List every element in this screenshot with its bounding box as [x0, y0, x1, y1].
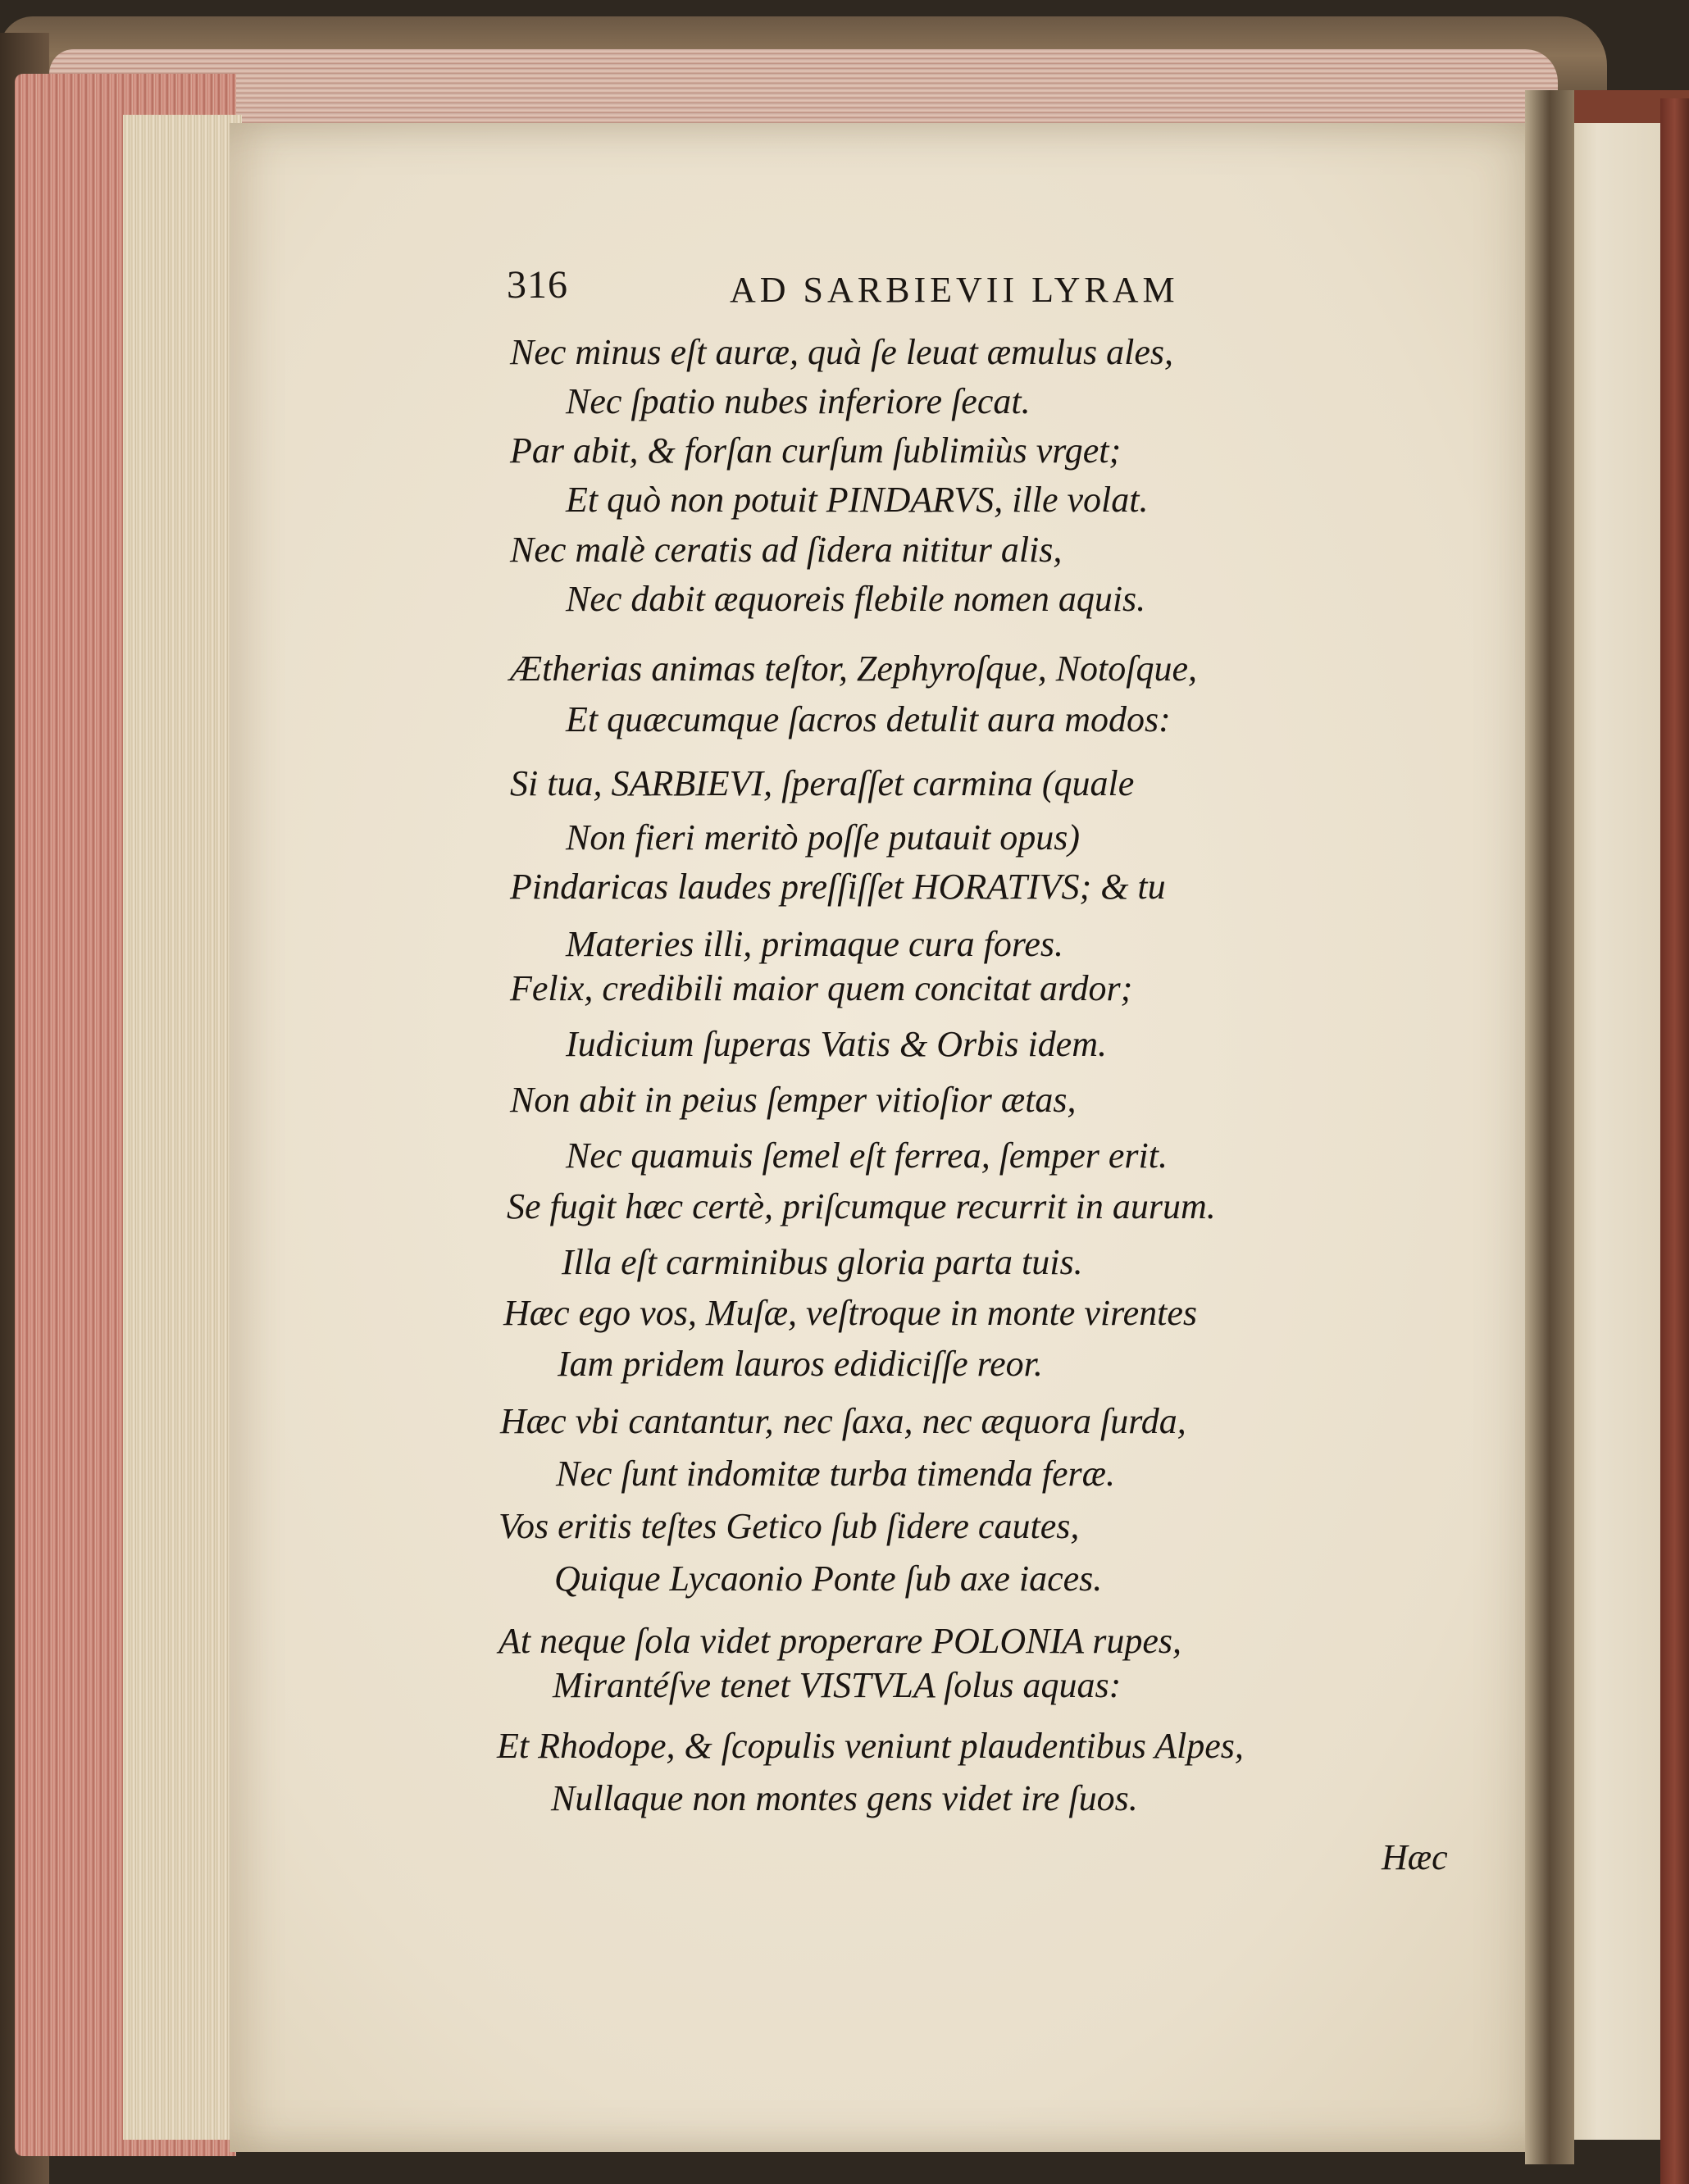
verse-line: Et quò non potuit PINDARVS, ille volat. [566, 480, 1149, 520]
verse-line: Nec malè ceratis ad ſidera nititur alis, [510, 530, 1063, 570]
verse-line: Nec ſunt indomitæ turba timenda feræ. [556, 1454, 1115, 1494]
catchword: Hæc [1382, 1837, 1448, 1877]
verse-line: At neque ſola videt properare POLONIA rupes, [499, 1621, 1182, 1661]
page-block-fore-edge [123, 115, 242, 2140]
show-through-ghost-text [1213, 1090, 1241, 1149]
verse-line: Nec quamuis ſemel eſt ferrea, ſemper erit. [566, 1135, 1168, 1176]
verse-line: Felix, credibili maior quem concitat ardor; [510, 968, 1133, 1008]
verse-line: Mirantéſve tenet VISTVLA ſolus aquas: [553, 1665, 1122, 1705]
verse-line: Hæc ego vos, Muſæ, veſtroque in monte virentes [503, 1293, 1197, 1333]
verse-line: Materies illi, primaque cura fores. [566, 924, 1063, 964]
verse-line: Pindaricas laudes preſſiſſet HORATIVS; & tu [510, 867, 1166, 907]
verse-line: Iam pridem lauros edidiciſſe reor. [558, 1344, 1043, 1384]
verse-line: Et quæcumque ſacros detulit aura modos: [566, 699, 1171, 739]
verse-line: Si tua, SARBIEVI, ſperaſſet carmina (quale [510, 763, 1135, 803]
verse-line: Illa eſt carminibus gloria parta tuis. [562, 1242, 1083, 1282]
page-number: 316 [507, 263, 568, 307]
verse-line: Par abit, & forſan curſum ſublimiùs vrget; [510, 430, 1122, 471]
verse-line: Non abit in peius ſemper vitioſior ætas, [510, 1080, 1077, 1120]
verse-line: Se fugit hæc certè, priſcumque recurrit in aurum. [507, 1186, 1216, 1226]
verse-line: Ætherias animas teſtor, Zephyroſque, Notoſque, [510, 648, 1198, 689]
verse-line: Hæc vbi cantantur, nec ſaxa, nec æquora ſurda, [500, 1401, 1186, 1441]
verse-line: Quique Lycaonio Ponte ſub axe iaces. [554, 1558, 1103, 1599]
verse-line: Nec minus eſt auræ, quà ſe leuat æmulus ales, [510, 332, 1174, 372]
verse-line: Iudicium ſuperas Vatis & Orbis idem. [566, 1024, 1107, 1064]
verse-line: Nec dabit æquoreis flebile nomen aquis. [566, 579, 1146, 619]
verse-line: Nec ſpatio nubes inferiore ſecat. [566, 381, 1031, 421]
running-head: AD SARBIEVII LYRAM [730, 270, 1179, 310]
verse-line: Nullaque non montes gens videt ire ſuos. [551, 1778, 1138, 1818]
verse-line: Vos eritis teſtes Getico ſub ſidere cautes, [499, 1506, 1080, 1546]
verse-line: Et Rhodope, & ſcopulis veniunt plaudentibus Alpes, [497, 1726, 1244, 1766]
book-gutter [1525, 90, 1574, 2164]
verse-line: Non fieri meritò poſſe putauit opus) [566, 817, 1080, 858]
book-cover-right [1660, 98, 1689, 2184]
